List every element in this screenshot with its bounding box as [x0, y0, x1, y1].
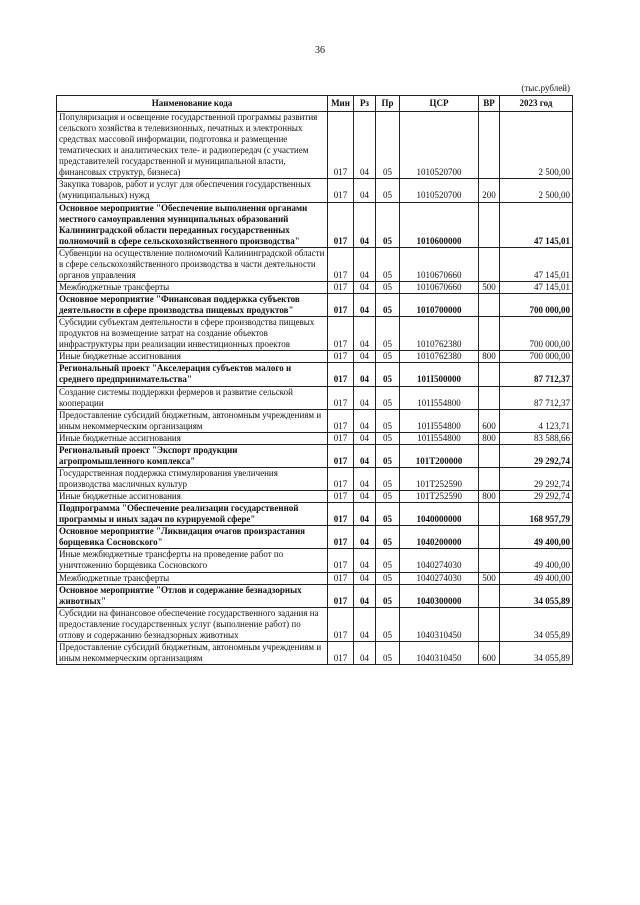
cell-min: 017	[328, 409, 354, 432]
cell-vr: 500	[479, 281, 500, 293]
page-number: 36	[315, 45, 325, 56]
cell-min: 017	[328, 317, 354, 351]
cell-vr	[479, 444, 500, 467]
cell-csr: 101I554800	[400, 386, 479, 409]
cell-name: Субвенции на осуществление полномочий Калининградской области в сфере сельскохозяйственного производства в части деятельности органов управления	[57, 247, 328, 281]
cell-min: 017	[328, 503, 354, 526]
cell-pr: 05	[376, 503, 400, 526]
table-row	[57, 409, 573, 432]
cell-rz: 04	[354, 351, 376, 363]
cell-rz: 04	[354, 281, 376, 293]
cell-csr: 1010670660	[400, 247, 479, 281]
cell-pr: 05	[376, 281, 400, 293]
cell-amount: 87 712,37	[500, 363, 573, 386]
cell-vr	[479, 526, 500, 549]
cell-rz: 04	[354, 363, 376, 386]
cell-csr: 101T252590	[400, 467, 479, 490]
table-row	[57, 526, 573, 549]
cell-amount: 47 145,01	[500, 281, 573, 293]
cell-rz: 04	[354, 386, 376, 409]
cell-name: Предоставление субсидий бюджетным, автономным учреждениям и иным некоммерческим организациям	[57, 641, 328, 664]
cell-pr: 05	[376, 179, 400, 202]
cell-min: 017	[328, 641, 354, 664]
cell-min: 017	[328, 572, 354, 584]
cell-rz: 04	[354, 179, 376, 202]
cell-pr: 05	[376, 526, 400, 549]
cell-amount: 29 292,74	[500, 491, 573, 503]
cell-amount: 34 055,89	[500, 584, 573, 607]
cell-pr: 05	[376, 584, 400, 607]
table-row	[57, 317, 573, 351]
cell-pr: 05	[376, 491, 400, 503]
cell-csr: 1010520700	[400, 179, 479, 202]
cell-csr: 101I500000	[400, 363, 479, 386]
cell-name: Создание системы поддержки фермеров и развитие сельской кооперации	[57, 386, 328, 409]
cell-name: Закупка товаров, работ и услуг для обеспечения государственных (муниципальных) нужд	[57, 179, 328, 202]
cell-name: Популяризация и освещение государственной программы развития сельского хозяйства в телевизионных, печатных и электронных средствах массовой информации, подготовка и размещение тематических и аналитических теле- и радиопередач (с участием представителей государственной и муниципальной власти, финансовых структур, бизнеса)	[57, 112, 328, 179]
cell-min: 017	[328, 281, 354, 293]
cell-amount: 700 000,00	[500, 351, 573, 363]
table-row	[57, 584, 573, 607]
cell-name: Субсидии субъектам деятельности в сфере производства пищевых продуктов на возмещение затрат на создание объектов инфраструктуры при реализации инвестиционных проектов	[57, 317, 328, 351]
cell-name: Региональный проект "Акселерация субъектов малого и среднего предпринимательства"	[57, 363, 328, 386]
cell-csr: 101T252590	[400, 491, 479, 503]
cell-amount: 34 055,89	[500, 641, 573, 664]
cell-pr: 05	[376, 409, 400, 432]
table-row	[57, 491, 573, 503]
cell-name: Иные бюджетные ассигнования	[57, 432, 328, 444]
cell-amount: 4 123,71	[500, 409, 573, 432]
table-row	[57, 503, 573, 526]
cell-rz: 04	[354, 202, 376, 247]
cell-vr	[479, 247, 500, 281]
header-pr: Пр	[376, 96, 400, 112]
cell-name: Межбюджетные трансферты	[57, 572, 328, 584]
cell-rz: 04	[354, 467, 376, 490]
cell-name: Иные бюджетные ассигнования	[57, 351, 328, 363]
cell-rz: 04	[354, 317, 376, 351]
cell-csr: 1010762380	[400, 317, 479, 351]
cell-pr: 05	[376, 641, 400, 664]
cell-csr: 1010520700	[400, 112, 479, 179]
cell-rz: 04	[354, 491, 376, 503]
cell-min: 017	[328, 386, 354, 409]
cell-rz: 04	[354, 432, 376, 444]
cell-csr: 1040200000	[400, 526, 479, 549]
cell-csr: 1040300000	[400, 584, 479, 607]
cell-name: Подпрограмма "Обеспечение реализации государственной программы и иных задач по курируемой сфере"	[57, 503, 328, 526]
cell-vr	[479, 549, 500, 572]
table-row	[57, 467, 573, 490]
cell-rz: 04	[354, 112, 376, 179]
cell-rz: 04	[354, 503, 376, 526]
cell-pr: 05	[376, 247, 400, 281]
table-row	[57, 281, 573, 293]
cell-csr: 1040000000	[400, 503, 479, 526]
table-row	[57, 351, 573, 363]
cell-pr: 05	[376, 317, 400, 351]
cell-min: 017	[328, 444, 354, 467]
cell-name: Государственная поддержка стимулирования увеличения производства масличных культур	[57, 467, 328, 490]
cell-vr	[479, 294, 500, 317]
cell-min: 017	[328, 607, 354, 641]
cell-min: 017	[328, 491, 354, 503]
cell-csr: 1040310450	[400, 607, 479, 641]
cell-min: 017	[328, 467, 354, 490]
header-year: 2023 год	[500, 96, 573, 112]
cell-pr: 05	[376, 294, 400, 317]
cell-rz: 04	[354, 584, 376, 607]
cell-min: 017	[328, 584, 354, 607]
cell-min: 017	[328, 179, 354, 202]
cell-pr: 05	[376, 549, 400, 572]
cell-amount: 700 000,00	[500, 294, 573, 317]
cell-csr: 1010670660	[400, 281, 479, 293]
cell-amount: 49 400,00	[500, 549, 573, 572]
cell-vr	[479, 584, 500, 607]
table-row	[57, 641, 573, 664]
cell-vr	[479, 607, 500, 641]
cell-csr: 1040274030	[400, 572, 479, 584]
budget-table	[56, 95, 573, 665]
cell-amount: 49 400,00	[500, 572, 573, 584]
cell-rz: 04	[354, 641, 376, 664]
cell-vr	[479, 363, 500, 386]
cell-amount: 34 055,89	[500, 607, 573, 641]
cell-amount: 168 957,79	[500, 503, 573, 526]
cell-rz: 04	[354, 444, 376, 467]
header-min: Мин	[328, 96, 354, 112]
cell-min: 017	[328, 432, 354, 444]
cell-amount: 700 000,00	[500, 317, 573, 351]
cell-vr	[479, 112, 500, 179]
cell-min: 017	[328, 363, 354, 386]
cell-name: Основное мероприятие "Ликвидация очагов произрастания борщевика Сосновского"	[57, 526, 328, 549]
table-row	[57, 549, 573, 572]
cell-pr: 05	[376, 607, 400, 641]
cell-csr: 101T200000	[400, 444, 479, 467]
cell-vr	[479, 386, 500, 409]
cell-rz: 04	[354, 607, 376, 641]
cell-rz: 04	[354, 572, 376, 584]
cell-amount: 47 145,01	[500, 247, 573, 281]
cell-rz: 04	[354, 409, 376, 432]
cell-csr: 1040310450	[400, 641, 479, 664]
cell-vr: 800	[479, 351, 500, 363]
cell-vr	[479, 467, 500, 490]
table-row	[57, 247, 573, 281]
cell-name: Основное мероприятие "Финансовая поддержка субъектов деятельности в сфере производства пищевых продуктов"	[57, 294, 328, 317]
cell-min: 017	[328, 549, 354, 572]
cell-vr	[479, 503, 500, 526]
cell-amount: 49 400,00	[500, 526, 573, 549]
cell-pr: 05	[376, 386, 400, 409]
cell-min: 017	[328, 112, 354, 179]
cell-vr	[479, 317, 500, 351]
cell-vr: 500	[479, 572, 500, 584]
cell-amount: 83 588,66	[500, 432, 573, 444]
cell-amount: 47 145,01	[500, 202, 573, 247]
header-name: Наименование кода	[57, 96, 328, 112]
cell-min: 017	[328, 247, 354, 281]
cell-name: Основное мероприятие "Обеспечение выполнения органами местного самоуправления муниципальных образований Калининградской области переданных государственных полномочий в сфере сельскохозяйственного производства"	[57, 202, 328, 247]
cell-pr: 05	[376, 572, 400, 584]
cell-pr: 05	[376, 351, 400, 363]
header-rz: Рз	[354, 96, 376, 112]
cell-pr: 05	[376, 202, 400, 247]
cell-vr: 600	[479, 641, 500, 664]
cell-vr: 800	[479, 491, 500, 503]
cell-name: Субсидии на финансовое обеспечение государственного задания на предоставление государственных услуг (выполнение работ) по отлову и содержанию безнадзорных животных	[57, 607, 328, 641]
cell-rz: 04	[354, 526, 376, 549]
cell-vr: 800	[479, 432, 500, 444]
cell-rz: 04	[354, 294, 376, 317]
cell-pr: 05	[376, 363, 400, 386]
cell-vr	[479, 202, 500, 247]
header-vr: ВР	[479, 96, 500, 112]
cell-rz: 04	[354, 247, 376, 281]
cell-csr: 1010700000	[400, 294, 479, 317]
table-row	[57, 294, 573, 317]
cell-name: Предоставление субсидий бюджетным, автономным учреждениям и иным некоммерческим организациям	[57, 409, 328, 432]
cell-min: 017	[328, 526, 354, 549]
table-row	[57, 202, 573, 247]
table-row	[57, 432, 573, 444]
table-row	[57, 179, 573, 202]
cell-name: Иные межбюджетные трансферты на проведение работ по уничтожению борщевика Сосновского	[57, 549, 328, 572]
cell-name: Межбюджетные трансферты	[57, 281, 328, 293]
table-row	[57, 444, 573, 467]
cell-amount: 2 500,00	[500, 179, 573, 202]
cell-amount: 29 292,74	[500, 444, 573, 467]
cell-name: Иные бюджетные ассигнования	[57, 491, 328, 503]
units-label: (тыс.рублей)	[521, 83, 570, 93]
cell-csr: 101I554800	[400, 409, 479, 432]
cell-csr: 1010762380	[400, 351, 479, 363]
cell-amount: 29 292,74	[500, 467, 573, 490]
table-row	[57, 572, 573, 584]
cell-csr: 1010600000	[400, 202, 479, 247]
cell-pr: 05	[376, 112, 400, 179]
table-row	[57, 607, 573, 641]
cell-csr: 1040274030	[400, 549, 479, 572]
cell-min: 017	[328, 202, 354, 247]
table-row	[57, 363, 573, 386]
cell-pr: 05	[376, 444, 400, 467]
cell-csr: 101I554800	[400, 432, 479, 444]
header-csr: ЦСР	[400, 96, 479, 112]
cell-amount: 2 500,00	[500, 112, 573, 179]
cell-min: 017	[328, 294, 354, 317]
cell-rz: 04	[354, 549, 376, 572]
cell-vr: 600	[479, 409, 500, 432]
table-header-row	[57, 96, 573, 112]
cell-name: Основное мероприятие "Отлов и содержание безнадзорных животных"	[57, 584, 328, 607]
cell-pr: 05	[376, 467, 400, 490]
table-row	[57, 112, 573, 179]
cell-min: 017	[328, 351, 354, 363]
table-row	[57, 386, 573, 409]
cell-pr: 05	[376, 432, 400, 444]
cell-amount: 87 712,37	[500, 386, 573, 409]
cell-vr: 200	[479, 179, 500, 202]
cell-name: Региональный проект "Экспорт продукции агропромышленного комплекса"	[57, 444, 328, 467]
